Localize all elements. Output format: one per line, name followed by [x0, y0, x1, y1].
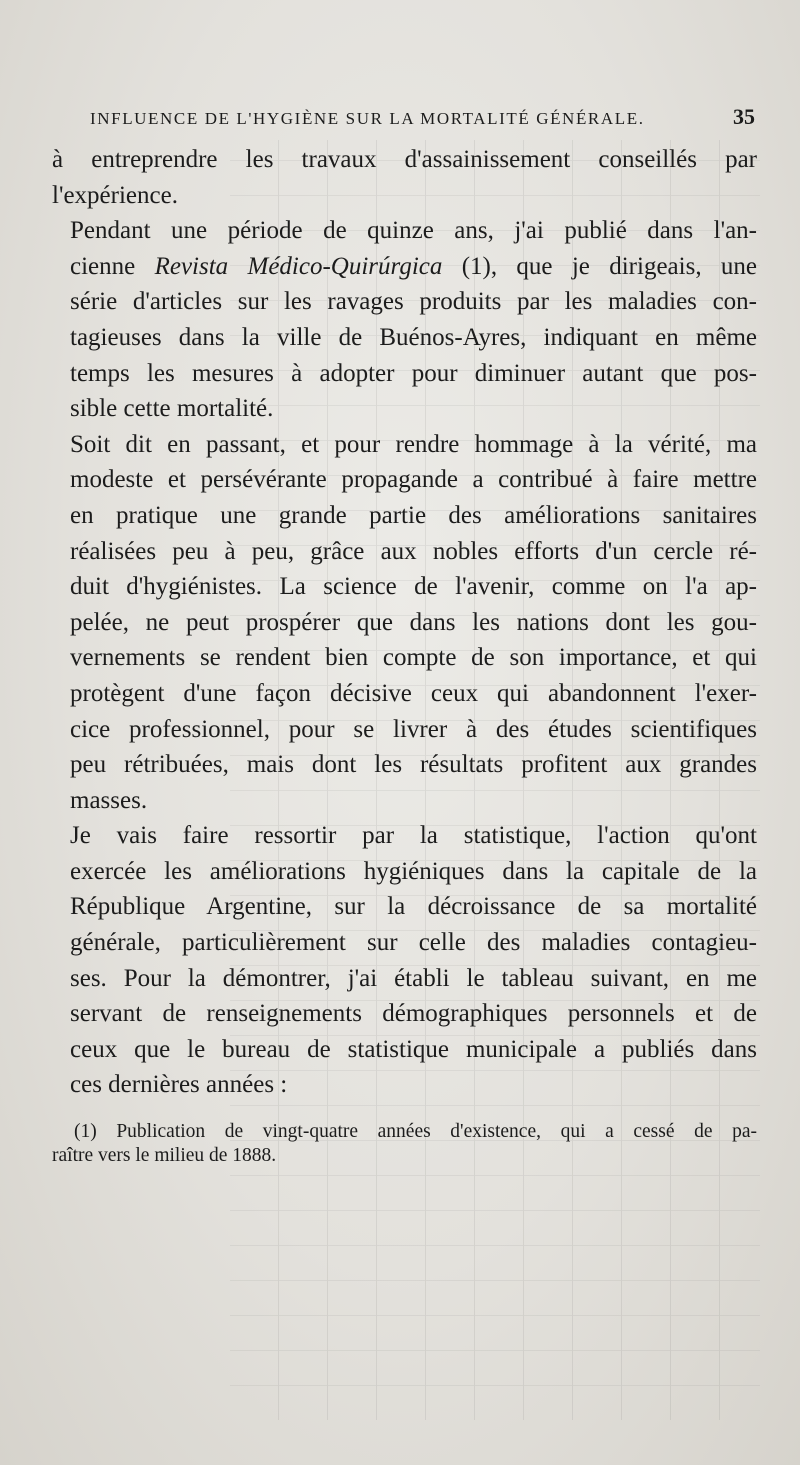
- text-line: ses. Pour la démontrer, j'ai établi le tableau suivant, en me: [70, 964, 757, 992]
- text-line: protègent d'une façon décisive ceux qui abandonnent l'exer-: [70, 679, 757, 707]
- text-line: masses.: [70, 786, 148, 814]
- text-line: série d'articles sur les ravages produits par les maladies con-: [70, 288, 757, 316]
- text-line: à entreprendre les travaux d'assainissement conseillés par: [52, 146, 757, 173]
- text-line: temps les mesures à adopter pour diminuer autant que pos-: [70, 359, 757, 387]
- page-number: 35: [733, 104, 755, 129]
- text-line: servant de renseignements démographiques personnels et de: [70, 1000, 757, 1028]
- text-line: ceux que le bureau de statistique municipale a publiés dans: [70, 1035, 757, 1063]
- footnote-line: raître vers le milieu de 1888.: [52, 1145, 277, 1166]
- running-head: INFLUENCE DE L'HYGIÈNE SUR LA MORTALITÉ GÉNÉRALE.: [90, 109, 645, 128]
- text-line: réalisées peu à peu, grâce aux nobles efforts d'un cercle ré-: [70, 537, 757, 565]
- text-line: tagieuses dans la ville de Buénos-Ayres, indiquant en même: [70, 323, 757, 351]
- text-line: en pratique une grande partie des améliorations sanitaires: [70, 501, 757, 529]
- text-line: peu rétribuées, mais dont les résultats profitent aux grandes: [70, 751, 757, 779]
- text-line: cienne Revista Médico-Quirúrgica (1), que je dirigeais, une: [70, 252, 758, 280]
- text-line: exercée les améliorations hygiéniques dans la capitale de la: [70, 857, 757, 885]
- text-line: pelée, ne peut prospérer que dans les nations dont les gou-: [70, 608, 757, 636]
- body-text: [52, 142, 757, 1103]
- paragraph: [52, 427, 757, 819]
- text-line: duit d'hygiénistes. La science de l'avenir, comme on l'a ap-: [70, 573, 757, 601]
- italic-title: Revista Médico-Quirúrgica: [154, 252, 443, 280]
- text-line: modeste et persévérante propagande a contribué à faire mettre: [70, 466, 757, 494]
- paragraph: [52, 213, 757, 427]
- text-line: Je vais faire ressortir par la statistique, l'action qu'ont: [70, 822, 757, 850]
- text-line: Pendant une période de quinze ans, j'ai publié dans l'an-: [70, 217, 757, 245]
- text-line: générale, particulièrement sur celle des maladies contagieu-: [70, 929, 757, 957]
- footnote: [52, 1120, 757, 1168]
- text-line: l'expérience.: [52, 181, 178, 209]
- footnote-line: (1) Publication de vingt-quatre années d'existence, qui a cessé de pa-: [74, 1121, 757, 1142]
- text-line: République Argentine, sur la décroissance de sa mortalité: [70, 893, 757, 921]
- paragraph: [52, 818, 757, 1103]
- text-line: ces dernières années :: [70, 1071, 288, 1099]
- paragraph: [52, 142, 757, 213]
- text-line: sible cette mortalité.: [70, 395, 274, 423]
- text-line: cice professionnel, pour se livrer à des études scientifiques: [70, 715, 757, 743]
- text-line: vernements se rendent bien compte de son importance, et qui: [70, 644, 757, 672]
- text-line: Soit dit en passant, et pour rendre hommage à la vérité, ma: [70, 430, 757, 458]
- page-header: [90, 104, 755, 130]
